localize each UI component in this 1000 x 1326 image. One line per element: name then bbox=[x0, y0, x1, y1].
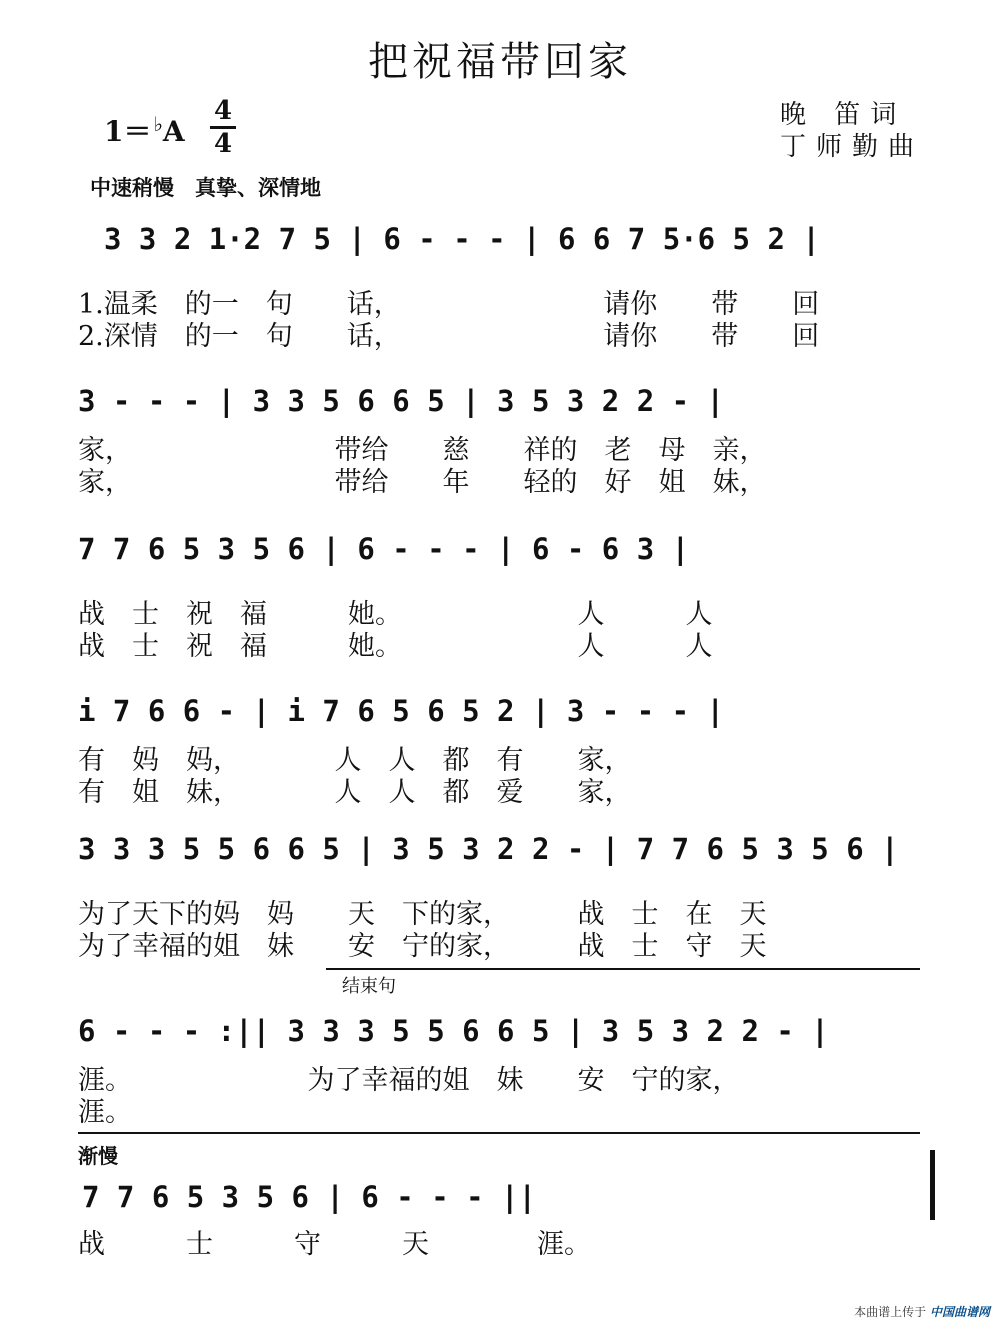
lyrics-row-7: 战 士 守 天 涯。 bbox=[78, 1229, 591, 1260]
watermark-site: 中国曲谱网 bbox=[929, 1305, 990, 1319]
lyricist-credit: 晚 笛词 bbox=[780, 100, 907, 130]
time-sig-bottom: 4 bbox=[213, 129, 233, 159]
key-label: 1＝ bbox=[104, 115, 152, 148]
flat-sign: ♭ bbox=[153, 111, 163, 136]
lyrics-row-6-verse-2: 涯。 bbox=[78, 1097, 132, 1128]
lyrics-row-6-verse-1: 涯。 为了幸福的姐 妹 安 宁的家， bbox=[78, 1065, 740, 1096]
notation-row-2: 3 - - - | 3 3 5 6 6 5 | 3 5 3 2 2 - | bbox=[78, 384, 725, 418]
notation-row-6: 6 - - - :|| 3 3 3 5 5 6 6 5 | 3 5 3 2 2 - | bbox=[78, 1014, 829, 1048]
song-title: 把祝福带回家 bbox=[368, 39, 632, 85]
notation-row-7: 7 7 6 5 3 5 6 | 6 - - - || bbox=[82, 1180, 536, 1214]
notation-row-3: 7 7 6 5 3 5 6 | 6 - - - | 6 - 6 3 | bbox=[78, 532, 690, 566]
lyrics-row-2-verse-2: 家， 带给 年 轻的 好 姐 妹， bbox=[78, 467, 767, 498]
tempo-marking: 中速稍慢 真挚、深情地 bbox=[90, 176, 321, 200]
time-signature bbox=[210, 98, 236, 157]
lyrics-row-4-verse-1: 有 妈 妈， 人 人 都 有 家， bbox=[78, 745, 632, 776]
notation-row-4: i 7 6 6 - | i 7 6 5 6 5 2 | 3 - - - | bbox=[78, 694, 725, 728]
lyrics-row-5-verse-2: 为了幸福的姐 妹 安 宁的家， 战 士 守 天 bbox=[78, 931, 767, 962]
time-sig-top: 4 bbox=[213, 96, 233, 126]
lyrics-row-3-verse-1: 战 士 祝 福 她。 人 人 bbox=[78, 599, 713, 630]
lyrics-row-2-verse-1: 家， 带给 慈 祥的 老 母 亲， bbox=[78, 435, 767, 466]
notation-row-1: 3 3 2 1·2 7 5 | 6 - - - | 6 6 7 5·6 5 2 | bbox=[104, 222, 820, 256]
lyrics-row-5-verse-1: 为了天下的妈 妈 天 下的家， 战 士 在 天 bbox=[78, 899, 767, 930]
lyrics-row-1-verse-1: 1.温柔 的一 句 话， 请你 带 回 bbox=[78, 289, 820, 320]
watermark-text: 本曲谱上传于 bbox=[854, 1305, 927, 1319]
lyrics-row-3-verse-2: 战 士 祝 福 她。 人 人 bbox=[78, 631, 713, 662]
notation-row-5: 3 3 3 5 5 6 6 5 | 3 5 3 2 2 - | 7 7 6 5 3 5 6 | bbox=[78, 832, 899, 866]
ending-label: 结束句 bbox=[342, 976, 396, 997]
key-signature bbox=[104, 110, 185, 150]
watermark bbox=[854, 1303, 990, 1320]
final-barline bbox=[930, 1150, 935, 1220]
composer-credit: 丁师勤曲 bbox=[780, 132, 925, 162]
lyrics-row-4-verse-2: 有 姐 妹， 人 人 都 爱 家， bbox=[78, 777, 632, 808]
key-tonic: A bbox=[162, 115, 185, 148]
lyrics-row-1-verse-2: 2.深情 的一 句 话， 请你 带 回 bbox=[78, 321, 820, 352]
ritardando-label: 渐慢 bbox=[78, 1144, 118, 1168]
